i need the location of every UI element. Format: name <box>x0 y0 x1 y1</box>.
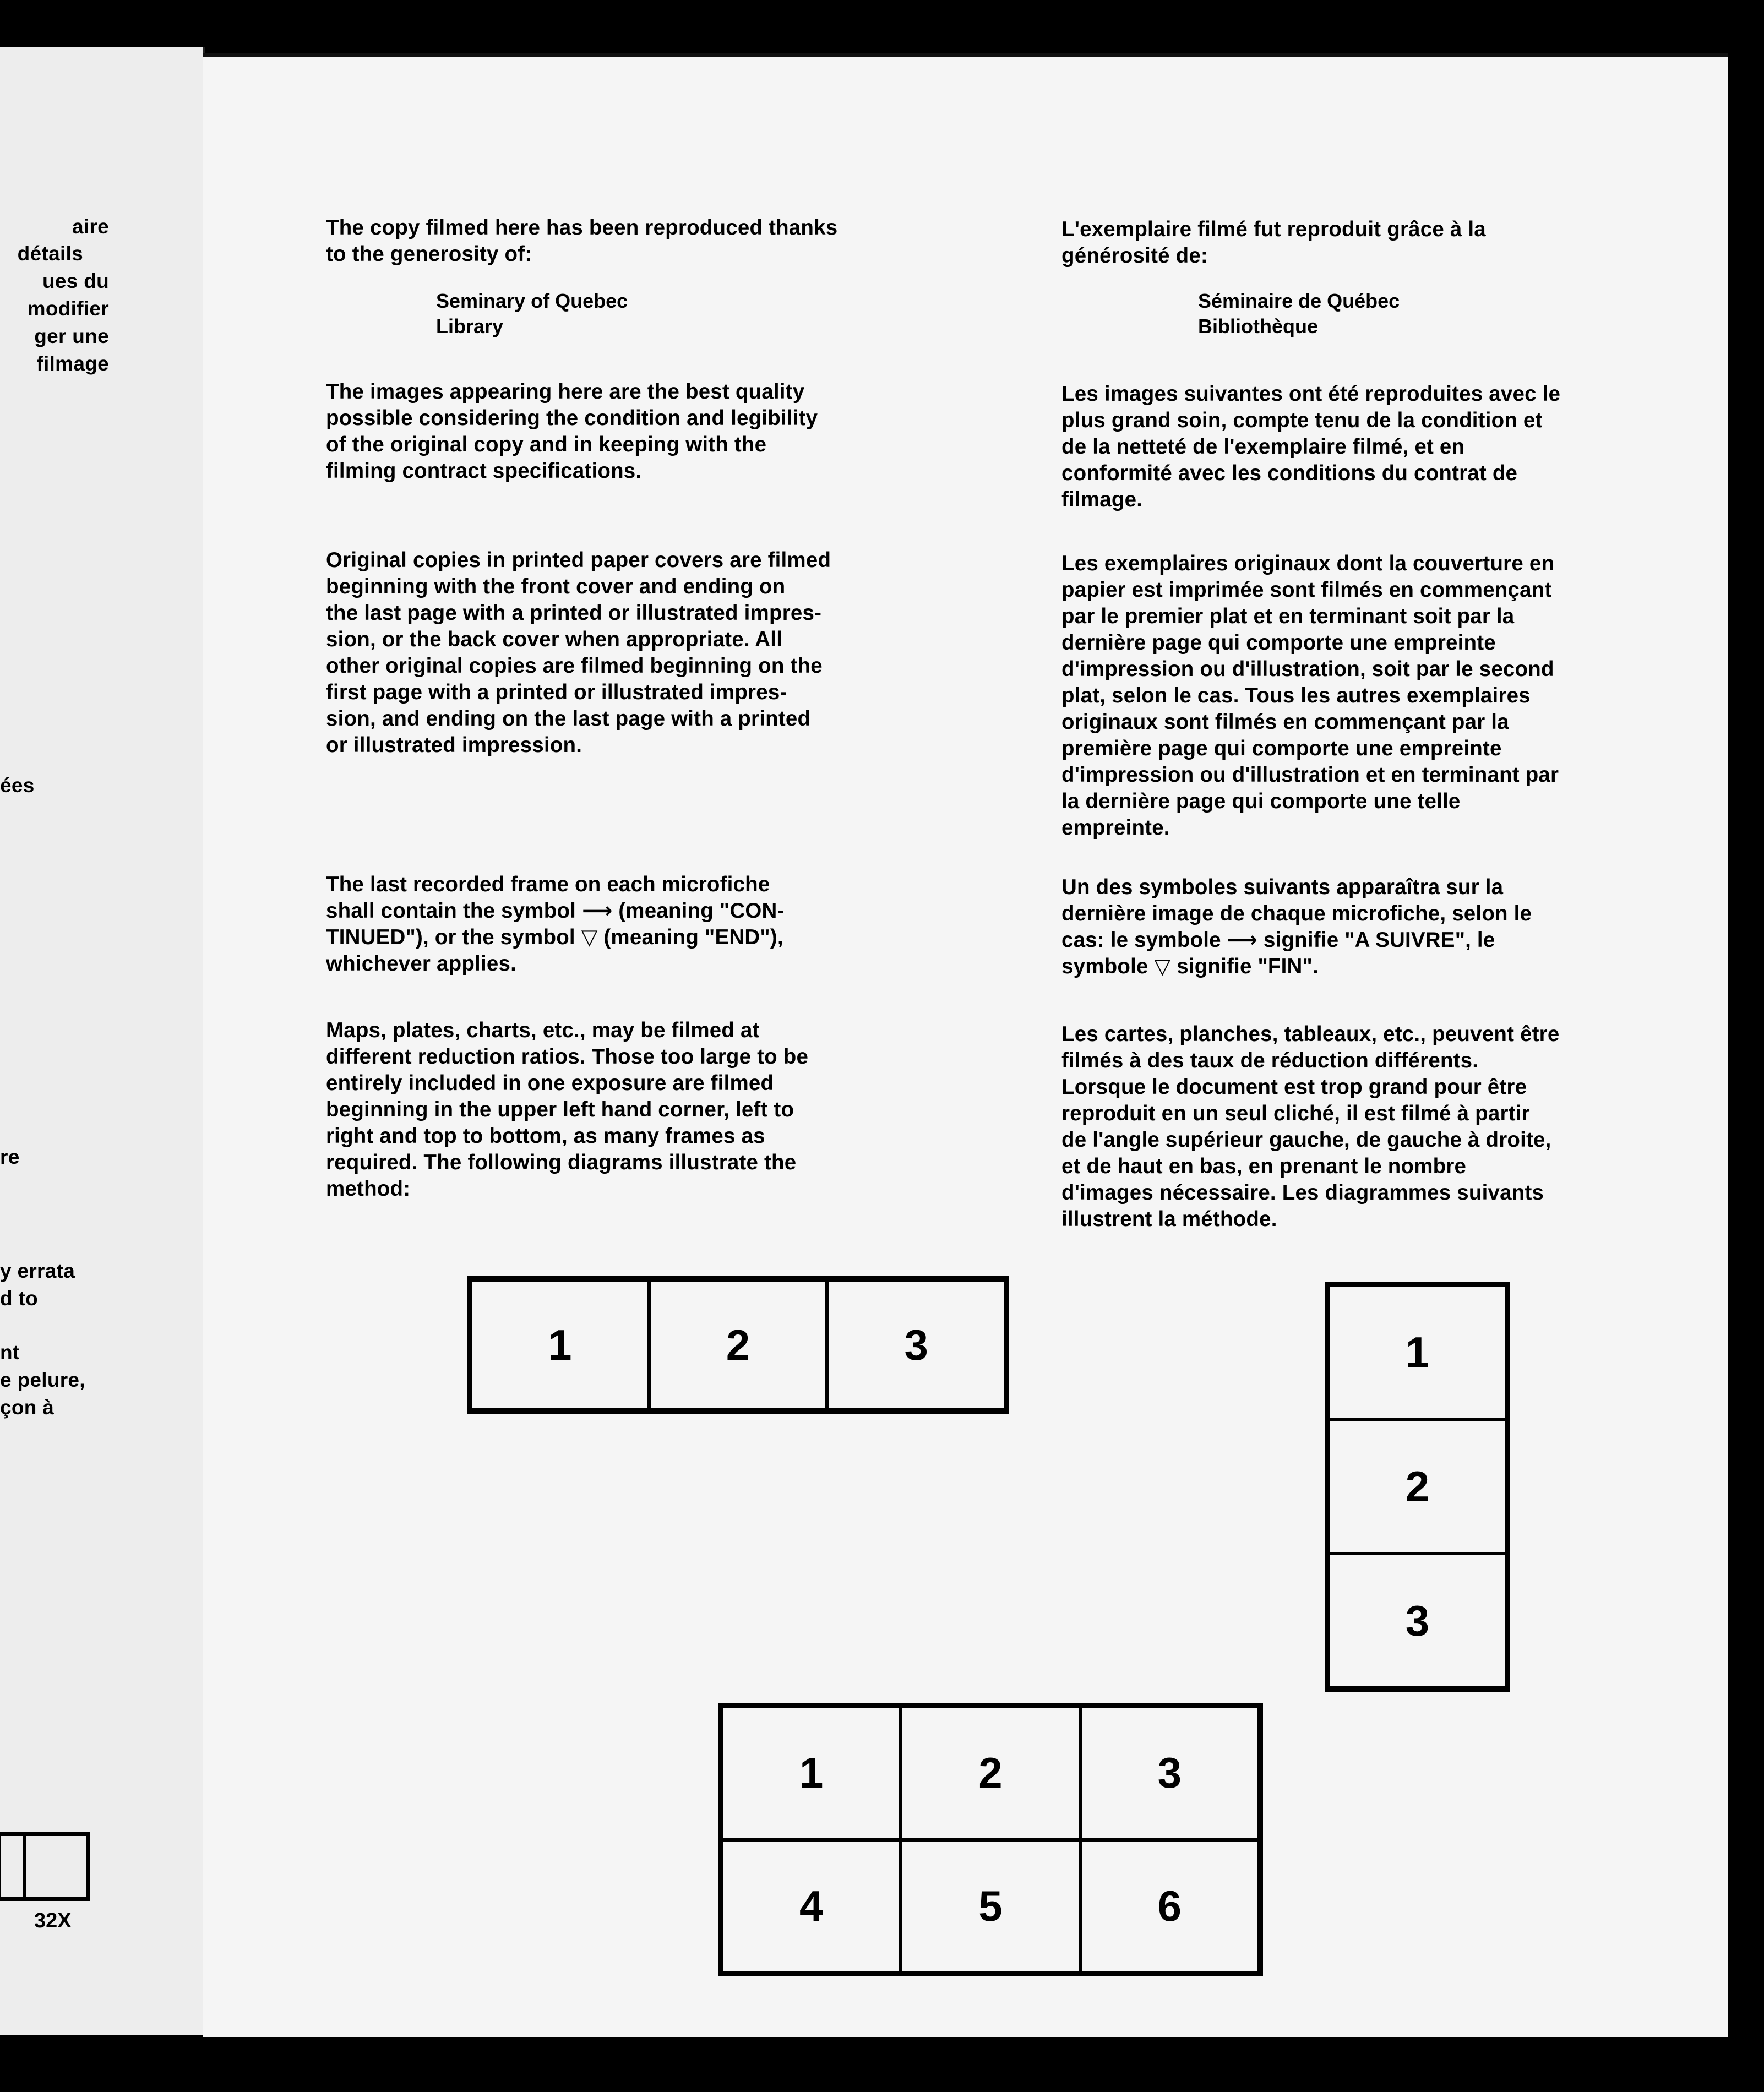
previous-page-fragment <box>0 47 205 2035</box>
magnification-label: 32X <box>34 1909 72 1932</box>
continued-arrow-icon: ⟶ <box>581 899 613 923</box>
english-quality-text: The images appearing here are the best quality possible considering the condition and legibility of the original copy and in keeping with the filming contract specifications. <box>326 380 818 483</box>
horizontal-frames-diagram <box>467 1276 1009 1414</box>
frame-cell: 2 <box>901 1707 1080 1840</box>
french-intro: L'exemplaire filmé fut reproduit grâce à la générosité de: <box>1061 217 1486 268</box>
english-symbols-part-c: (meaning "END"), whichever applies. <box>326 925 783 976</box>
english-covers-paragraph <box>326 547 959 759</box>
suivre-arrow-icon: ⟶ <box>1227 928 1258 952</box>
french-symbols-part-b: signifie "A SUIVRE", le symbole <box>1061 928 1495 978</box>
end-triangle-icon: ▽ <box>581 925 598 949</box>
frame-cell: 5 <box>901 1840 1080 1973</box>
english-symbols-paragraph <box>326 871 959 977</box>
english-institution: Seminary of Quebec Library <box>436 290 628 337</box>
french-symbols-part-a: Un des symboles suivants apparaîtra sur la dernière image de chaque microfiche, selon le cas: le symbole <box>1061 875 1532 952</box>
grid-frames-diagram <box>718 1703 1263 1976</box>
fragment-text: nt <box>0 1341 20 1364</box>
fragment-text: re <box>0 1146 20 1168</box>
french-maps-paragraph <box>1061 1021 1700 1233</box>
english-symbols-part-b: (meaning "CON- TINUED"), or the symbol <box>326 899 785 949</box>
french-quality-text: Les images suivantes ont été reproduites avec le plus grand soin, compte tenu de la condition et de la netteté de l'exemplaire filmé, et en conformité avec les conditions du contrat de filmage. <box>1061 382 1561 511</box>
resolution-target-box <box>0 1832 90 1901</box>
french-quality-paragraph <box>1061 381 1700 513</box>
frame-cell: 1 <box>471 1280 649 1410</box>
fragment-text: détails <box>17 242 83 265</box>
fragment-text: y errata <box>0 1260 75 1282</box>
french-symbols-text <box>1061 874 1700 980</box>
fragment-text: modifier <box>27 297 109 320</box>
french-symbols-paragraph <box>1061 874 1700 980</box>
fragment-text: ées <box>0 774 35 797</box>
english-symbols-text <box>326 871 959 977</box>
french-symbols-part-c: signifie "FIN". <box>1170 955 1319 978</box>
fragment-text: filmage <box>36 352 109 375</box>
fragment-text: e pelure, <box>0 1369 85 1391</box>
french-covers-paragraph <box>1061 551 1700 841</box>
frame-cell: 4 <box>722 1840 901 1973</box>
english-column <box>326 215 959 268</box>
french-maps-text: Les cartes, planches, tableaux, etc., peuvent être filmés à des taux de réduction différents. Lorsque le document est trop grand pour être reproduit en un seul cliché, il est filmé à partir de l'angle supérieur gauche, de gauche à droite, et de haut en bas, en prenant le nombre d'images nécessaire. Les diagrammes suivants illustrent la méthode. <box>1061 1022 1560 1231</box>
french-covers-text: Les exemplaires originaux dont la couverture en papier est imprimée sont filmés en commençant par le premier plat et en terminant soit par la dernière page qui comporte une empreinte d'impression ou d'illustration, soit par le second plat, selon le cas. Tous les autres exemplaires originaux sont filmés en commençant par la première page qui comporte une empreinte d'impression ou d'illustration et en terminant par la dernière page qui comporte une telle empreinte. <box>1061 552 1559 840</box>
frame-cell: 1 <box>722 1707 901 1840</box>
vertical-frames-diagram <box>1325 1282 1510 1692</box>
frame-cell: 2 <box>1329 1420 1506 1554</box>
fragment-text: ues du <box>42 270 109 292</box>
english-covers-text: Original copies in printed paper covers are filmed beginning with the front cover and ending on the last page with a printed or illustrated impres- sion, or the back cover when appropriate. All other original copies are filmed beginning on the first page with a printed or illustrated impres- sion, and ending on the last page with a printed or illustrated impression. <box>326 548 831 757</box>
frame-cell: 2 <box>649 1280 827 1410</box>
fragment-text: çon à <box>0 1396 55 1419</box>
french-column <box>1061 216 1700 269</box>
english-symbols-part-a: The last recorded frame on each microfiche shall contain the symbol <box>326 873 770 923</box>
english-quality-paragraph <box>326 379 959 484</box>
english-maps-paragraph <box>326 1017 959 1202</box>
fin-triangle-icon: ▽ <box>1154 955 1171 978</box>
fragment-text: aire <box>72 215 109 238</box>
english-intro: The copy filmed here has been reproduced thanks to the generosity of: <box>326 216 838 266</box>
frame-cell: 3 <box>827 1280 1005 1410</box>
frame-cell: 6 <box>1080 1840 1259 1973</box>
french-institution: Séminaire de Québec Bibliothèque <box>1198 290 1400 337</box>
fragment-text: d to <box>0 1287 39 1310</box>
frame-cell: 3 <box>1080 1707 1259 1840</box>
frame-cell: 3 <box>1329 1554 1506 1688</box>
frame-cell: 1 <box>1329 1285 1506 1420</box>
english-maps-text: Maps, plates, charts, etc., may be filmed at different reduction ratios. Those too large to be entirely included in one exposure are filmed beginning in the upper left hand corner, left to right and top to bottom, as many frames as required. The following diagrams illustrate the method: <box>326 1018 809 1201</box>
fragment-text: ger une <box>34 325 109 347</box>
